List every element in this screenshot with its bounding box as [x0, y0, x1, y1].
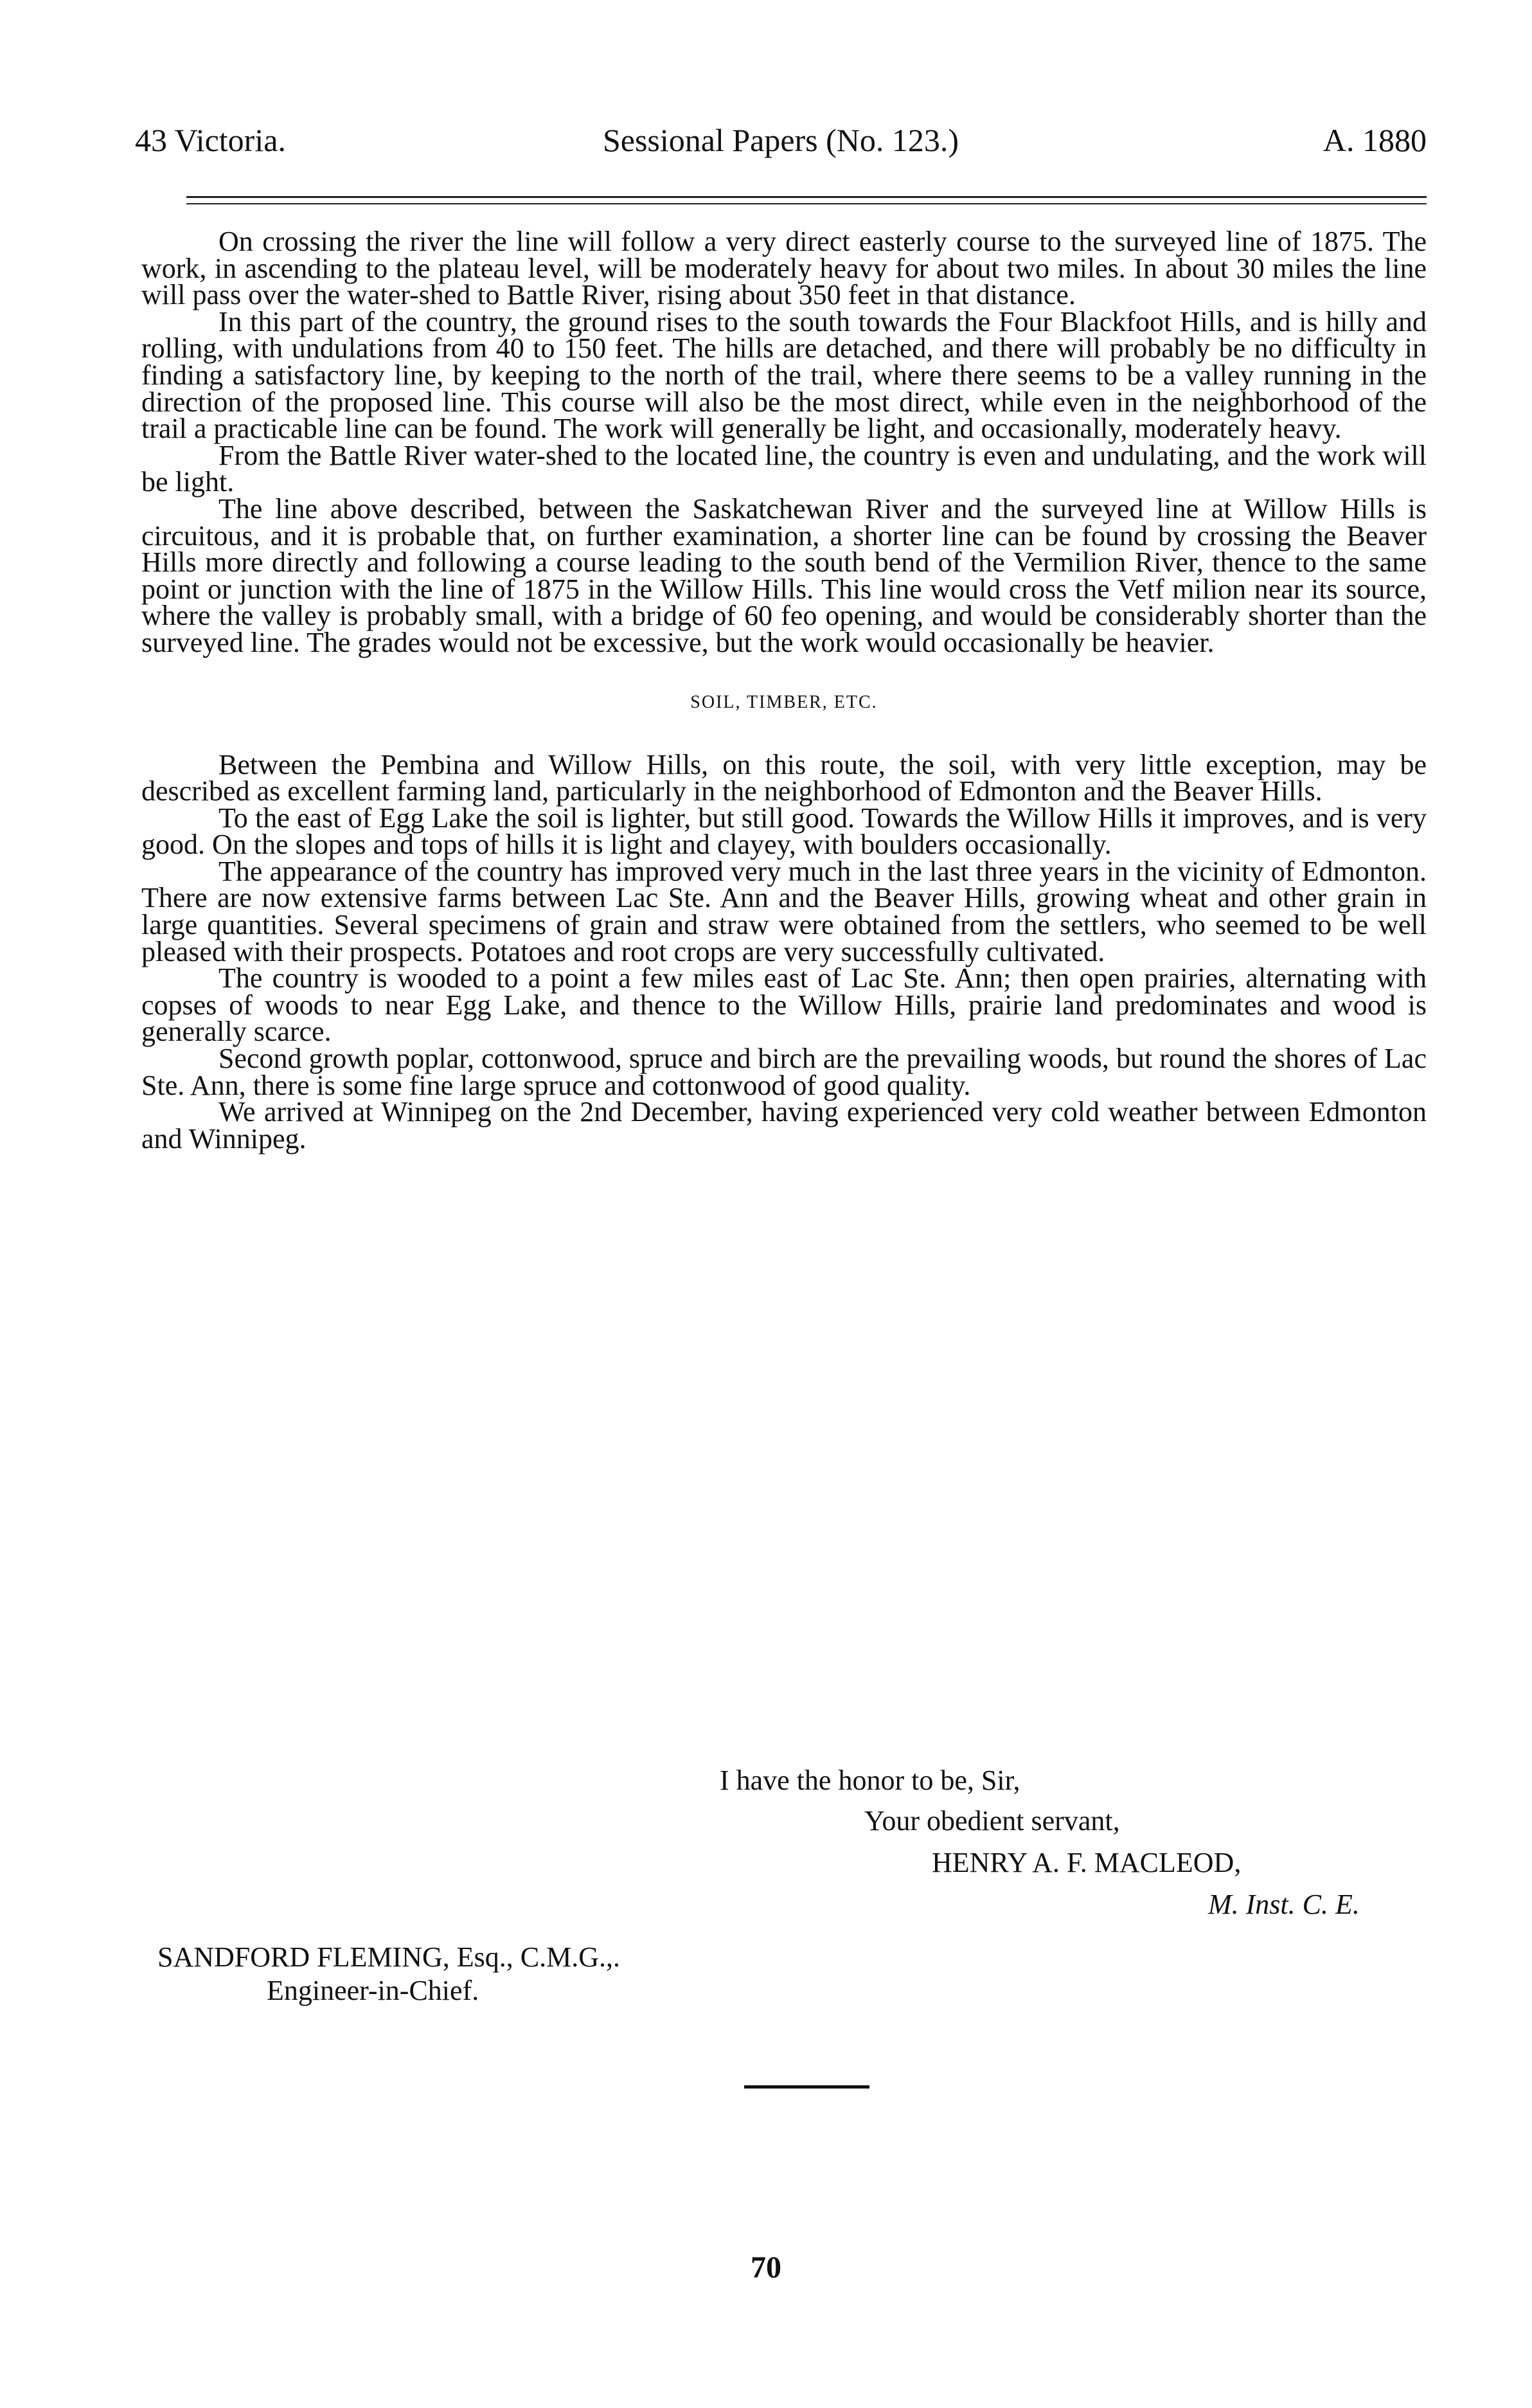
- section-heading: SOIL, TIMBER, ETC.: [690, 692, 878, 712]
- addressee-name: SANDFORD FLEMING, Esq., C.M.G.,.: [157, 1941, 620, 1973]
- paragraph: To the east of Egg Lake the soil is lighter, but still good. Towards the Willow Hills it improves, and is very good. On the slopes and tops of hills it is light and clayey, with boulders occasionally.: [141, 802, 1427, 861]
- paragraph: The country is wooded to a point a few miles east of Lac Ste. Ann; then open prairies, alternating with copses of woods to near Egg Lake, and thence to the Willow Hills, prairie land predominates and wood is generally scarce.: [141, 962, 1427, 1048]
- signatory-credentials: M. Inst. C. E.: [1208, 1889, 1360, 1920]
- paragraph: We arrived at Winnipeg on the 2nd December, having experienced very cold weather between Edmonton and Winnipeg.: [141, 1096, 1427, 1155]
- end-rule: [744, 2085, 869, 2089]
- header-rule-top: [186, 196, 1427, 198]
- closing-valediction: Your obedient servant,: [864, 1805, 1120, 1837]
- paragraph: From the Battle River water-shed to the located line, the country is even and undulating, and the work will be light.: [141, 439, 1427, 498]
- paragraph: In this part of the country, the ground rises to the south towards the Four Blackfoot Hills, and is hilly and rolling, with undulations from 40 to 150 feet. The hills are detached, and there will probably be no difficulty in finding a satisfactory line, by keeping to the north of the trail, where there seems to be a valley running in the direction of the proposed line. This course will also be the most direct, while even in the neighborhood of the trail a practicable line can be found. The work will generally be light, and occasionally, moderately heavy.: [141, 305, 1427, 445]
- page-number: 70: [751, 2251, 781, 2285]
- header-publication: Sessional Papers (No. 123.): [602, 122, 959, 158]
- header-session: 43 Victoria.: [135, 122, 286, 158]
- addressee-title: Engineer-in-Chief.: [267, 1975, 479, 2006]
- report-body: [141, 226, 1427, 1155]
- closing-salutation: I have the honor to be, Sir,: [720, 1765, 1020, 1796]
- running-header: [135, 114, 1427, 166]
- paragraph: The appearance of the country has improved very much in the last three years in the vicinity of Edmonton. There are now extensive farms between Lac Ste. Ann and the Beaver Hills, growing wheat and other grain in large quantities. Several specimens of grain and straw were obtained from the settlers, who seemed to be well pleased with their prospects. Potatoes and root crops are very successfully cultivated.: [141, 855, 1427, 967]
- header-rule-bottom: [186, 203, 1427, 204]
- paragraph: The line above described, between the Saskatchewan River and the surveyed line at Willow Hills is circuitous, and it is probable that, on further examination, a shorter line can be found by crossing the Beaver Hills more directly and following a course leading to the south bend of the Vermilion River, thence to the same point or junction with the line of 1875 in the Willow Hills. This line would cross the Vetf milion near its source, where the valley is probably small, with a bridge of 60 feo opening, and would be considerably shorter than the surveyed line. The grades would not be excessive, but the work would occasionally be heavier.: [141, 492, 1427, 658]
- paragraph: Second growth poplar, cottonwood, spruce and birch are the prevailing woods, but round the shores of Lac Ste. Ann, there is some fine large spruce and cottonwood of good quality.: [141, 1043, 1427, 1101]
- header-year: A. 1880: [1323, 122, 1427, 158]
- paragraph: On crossing the river the line will follow a very direct easterly course to the surveyed line of 1875. The work, in ascending to the plateau level, will be moderately heavy for about two miles. In about 30 miles the line will pass over the water-shed to Battle River, rising about 350 feet in that distance.: [141, 226, 1427, 311]
- signatory-name: HENRY A. F. MACLEOD,: [932, 1847, 1242, 1878]
- paragraph: Between the Pembina and Willow Hills, on this route, the soil, with very little exception, may be described as excellent farming land, particularly in the neighborhood of Edmonton and the Beaver Hills.: [141, 748, 1427, 807]
